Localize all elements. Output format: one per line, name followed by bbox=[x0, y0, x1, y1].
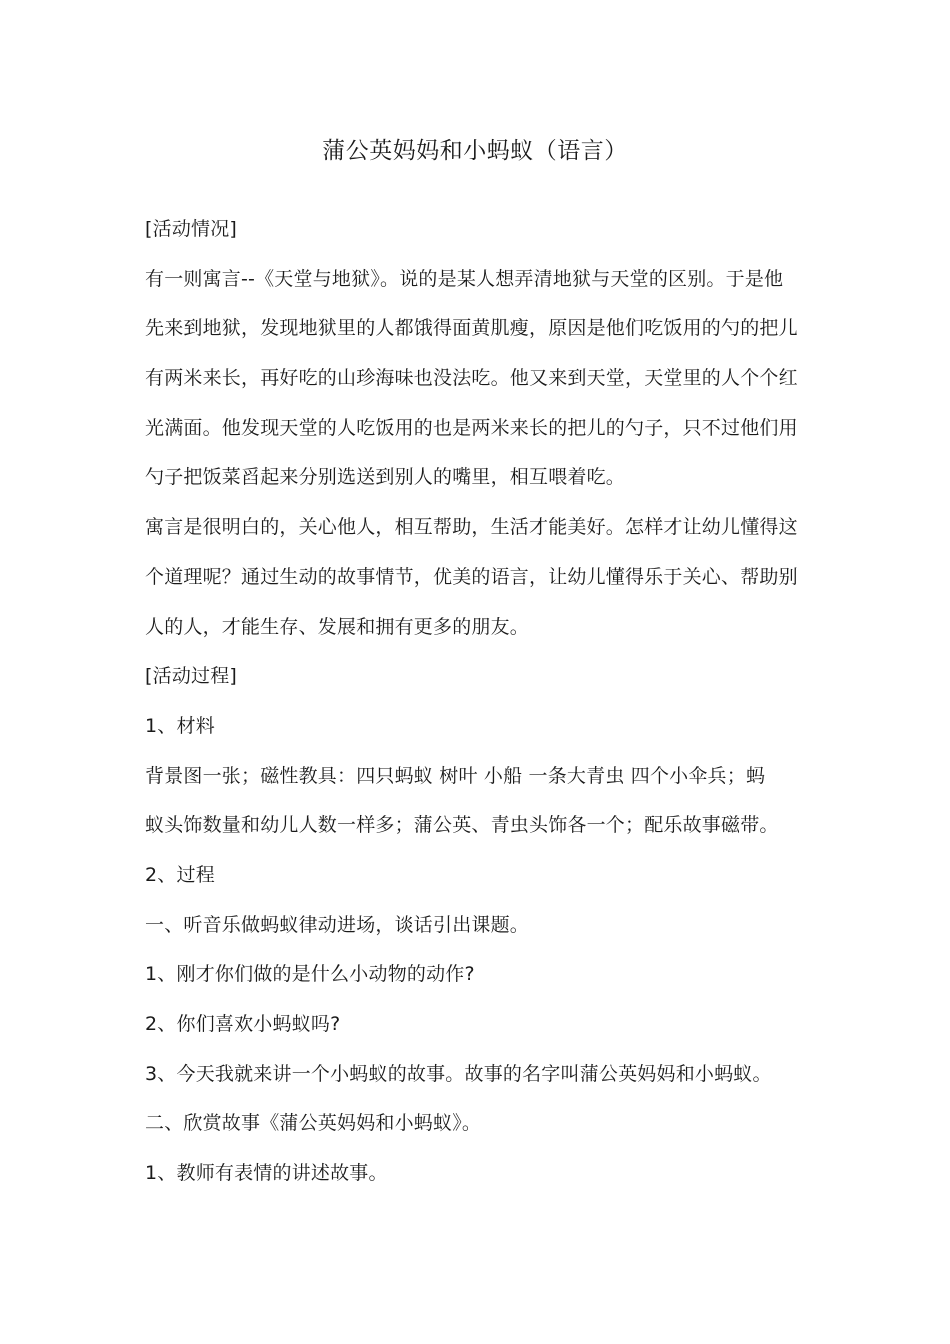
paragraph-line: 个道理呢？通过生动的故事情节，优美的语言，让幼儿懂得乐于关心、帮助别 bbox=[145, 565, 798, 588]
paragraph-line: 勺子把饭菜舀起来分别选送到别人的嘴里，相互喂着吃。 bbox=[145, 466, 626, 489]
list-item: 2、你们喜欢小蚂蚁吗? bbox=[145, 1013, 341, 1035]
list-item-process: 2、过程 bbox=[145, 863, 215, 886]
list-item-materials: 1、材料 bbox=[145, 714, 215, 737]
paragraph-line: 有两米来长，再好吃的山珍海味也没法吃。他又来到天堂，天堂里的人个个红 bbox=[145, 367, 798, 390]
paragraph-line: 蚁头饰数量和幼儿人数一样多；蒲公英、青虫头饰各一个；配乐故事磁带。 bbox=[145, 814, 779, 837]
list-item: 1、教师有表情的讲述故事。 bbox=[145, 1162, 388, 1185]
list-item: 一、听音乐做蚂蚁律动进场，谈话引出课题。 bbox=[145, 913, 530, 936]
paragraph-line: 寓言是很明白的，关心他人，相互帮助，生活才能美好。怎样才让幼儿懂得这 bbox=[145, 516, 798, 539]
paragraph-line: 先来到地狱，发现地狱里的人都饿得面黄肌瘦，原因是他们吃饭用的勺的把儿 bbox=[145, 317, 798, 340]
paragraph-line: 有一则寓言--《天堂与地狱》。说的是某人想弄清地狱与天堂的区别。于是他 bbox=[145, 267, 784, 290]
paragraph-line: 人的人，才能生存、发展和拥有更多的朋友。 bbox=[145, 615, 530, 638]
paragraph-line: 背景图一张；磁性教具：四只蚂蚁 树叶 小船 一条大青虫 四个小伞兵；蚂 bbox=[145, 764, 766, 787]
list-item: 1、刚才你们做的是什么小动物的动作? bbox=[145, 963, 475, 986]
section-heading-activity-situation: [活动情况] bbox=[145, 218, 238, 240]
document-body bbox=[145, 205, 810, 1199]
paragraph-line: 光满面。他发现天堂的人吃饭用的也是两米来长的把儿的勺子，只不过他们用 bbox=[145, 416, 798, 439]
document-title: 蒲公英妈妈和小蚂蚁（语言） bbox=[322, 138, 628, 164]
section-heading-activity-process: [活动过程] bbox=[145, 665, 238, 688]
list-item: 二、欣赏故事《蒲公英妈妈和小蚂蚁》。 bbox=[145, 1112, 482, 1135]
list-item: 3、今天我就来讲一个小蚂蚁的故事。故事的名字叫蒲公英妈妈和小蚂蚁。 bbox=[145, 1062, 772, 1085]
